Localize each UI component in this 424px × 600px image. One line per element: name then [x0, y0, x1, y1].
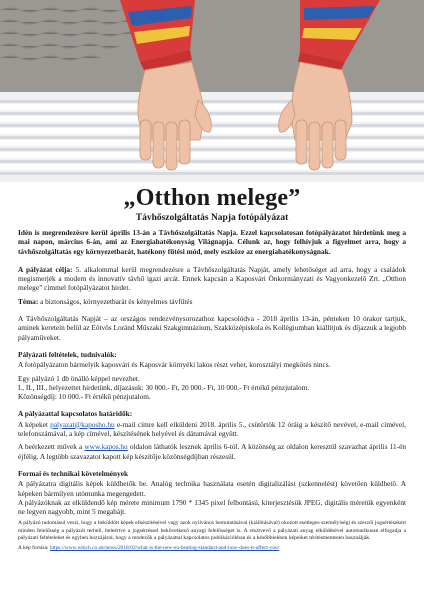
article-body [18, 184, 406, 552]
format-heading: Formai és technikai követelmények [18, 468, 129, 478]
email-link[interactable]: palyazat@kaposho.hu [50, 419, 115, 429]
deadlines-heading: A pályázattal kapcsolatos határidők: [18, 409, 133, 419]
page-subtitle: Távhőszolgáltatás Napja fotópályázat [135, 213, 289, 223]
page-title: „Otthon melege” [123, 185, 301, 211]
conditions-line-1: A fotópályázaton bármelyik kaposvári és Kaposvár környéki lakos részt vehet, korosztályi megkötés nincs. [18, 360, 331, 370]
conditions-heading: Pályázati feltételek, tudnivalók: [18, 349, 117, 359]
conditions-line-3: I., II., III., helyezettet hirdetünk, díjazásuk: 30 000.- Ft, 20 000.- Ft, 10 000.- Ft értékű pénzjutalom. [18, 382, 310, 392]
theme-label: Téma: [18, 296, 39, 306]
event-paragraph: A Távhőszolgáltatás Napját – az országos rendezvénysorozathoz kapcsolódva - 2018 április 13-án, pénteken 10 órakor tartjuk, aminek keretein belül az Eötvös Loránd Műszaki Szakgimnázium, Szakközépiskola és Kollégiumban kiállítjuk és díjazzuk a legjobb pályaműveket. [18, 314, 406, 342]
source-label: A kép forrása: [18, 545, 50, 552]
goal-paragraph [18, 265, 406, 293]
conditions-line-2: Egy pályázó 1 db önálló képpel nevezhet. [18, 373, 140, 383]
deadlines-text-1a: A képeket [18, 419, 51, 429]
goal-label: A pályázat célja: [18, 264, 73, 274]
deadlines-text-1b: e-mail címre kell elküldeni 2018. április 5., csütörtök 12 óráig a készítő nevével, e-mail címével, telefonszámával, a kép címével, készítésének helyével és dátumával együtt. [18, 419, 406, 439]
conditions-line-4: Közönségdíj: 10 000.- Ft értékű pénzjutalom. [18, 392, 151, 402]
theme-text: a biztonságos, környezetbarát és kényelmes távfűtés [38, 296, 193, 306]
deadlines-text-2b: oldalon láthatók lesznek április 6-tól. A közönség az oldalon keresztül szavazhat április 11-én éjfélig. A legtöbb szavazatot kapott kép készítője közönségdíjban részesül. [18, 442, 406, 461]
theme-paragraph [18, 297, 406, 306]
hands-radiator-illustration [0, 0, 424, 182]
deadlines-paragraph-1 [18, 420, 406, 439]
header-photo [0, 0, 424, 182]
image-source [18, 545, 406, 552]
website-link[interactable]: www.kapos.hu [84, 442, 128, 452]
fine-print: A pályázó tudomásul veszi, hogy a beküldött képek elkészítésével vagy azok nyilvános bemutatásával (kiállításával) okozott esetleges személyiségi és szerzői jogsértésekért minden felelősség a pályázót terheli, beleértve a jogsértéssel bekövetkező anyagi felelősséget is. A résztvevő a pályázati anyag elküldésével automatikusan elfogadja a pályázati feltételeket és egyben hozzájárul, hogy a rendezők a pályázattal kapcsolatos publikációkban és a későbbiekben képeiket térítésmentesen használják. [18, 520, 406, 541]
format-line-2: A pályázóknak az elküldendő kép mérete minimum 1790 * 1345 pixel felbontású, kiterjesztésük JPEG, digitális méretük egyenként ne legyen nagyobb, mint 5 megabájt. [18, 497, 406, 517]
source-link[interactable]: https://www.which.co.uk/news/2018/02/what-is-the-new-eu-heating-standard-and-how-does-it-affect-you/ [49, 545, 280, 552]
intro-paragraph: Idén is megrendezésre kerül április 13-án a Távhőszolgáltatás Napja. Ezzel kapcsolatosan fotópályázatot hirdetünk meg a mai napon, március 6-án, ami az Energiahatékonyság Világnapja. Célunk az, hogy felhívjuk a figyelmet arra, hogy a távhőszolgáltatás egy környezetbarát, hatékony fűtési mód, mely eszköze az energiahatékonyságnak. [18, 228, 406, 256]
format-line-1: A pályázatra digitális képek küldhetők be. Analóg technika használata esetén digitalizálást (szkennelést) követően küldhető. A képeken bármilyen utómunka megengedett. [18, 479, 406, 498]
goal-text: 5. alkalommal kerül megrendezésre a Távhőszolgáltatás Napját, amely lehetőséget ad arra, hogy a családok megismerjék a modern és innovatív távhő igazi arcát. Ennek kapcsán a Kaposvári Önkormányzati és Vagyonkezelő Zrt. „Otthon melege” címmel fotópályázatot hirdet. [18, 264, 406, 293]
deadlines-text-2a: A beérkezett művek a [18, 442, 85, 452]
deadlines-paragraph-2 [18, 442, 406, 461]
